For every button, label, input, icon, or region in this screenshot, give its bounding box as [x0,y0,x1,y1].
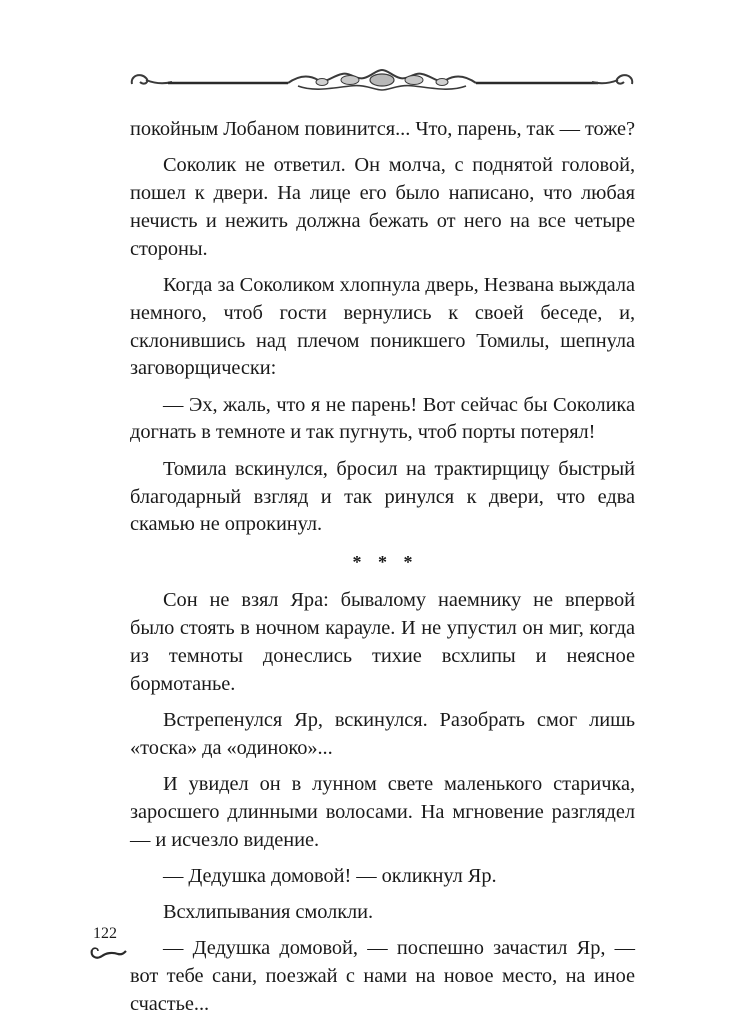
paragraph: И увидел он в лунном свете маленького старичка, заросшего длинными волосами. На мгновение разглядел — и исчезло видение. [130,772,635,851]
paragraph: — Дедушка домовой, — поспешно зачастил Яр, — вот тебе сани, поезжай с нами на новое место, на иное счастье... [130,937,635,1016]
section-separator: * * * [352,552,419,573]
paragraph: Всхлипывания смолкли. [163,901,374,924]
paragraph: Томила вскинулся, бросил на трактирщицу быстрый благодарный взгляд и так ринулся к двери, что едва скамью не опрокинул. [130,457,635,536]
paragraph: Соколик не ответил. Он молча, с поднятой головой, пошел к двери. На лице его было написано, что любая нечисть и нежить должна бежать от него на все четыре стороны. [130,154,635,260]
corner-swirl-icon [88,944,128,962]
paragraph: Встрепенулся Яр, вскинулся. Разобрать смог лишь «тоска» да «одиноко»... [130,708,635,759]
paragraph: — Дедушка домовой! — окликнул Яр. [163,864,497,887]
paragraph: Сон не взял Яра: бывалому наемнику не впервой было стоять в ночном карауле. И не упустил он миг, когда из темноты донеслись тихие всхлипы и неясное бормотанье. [130,589,635,695]
page-number: 122 [93,925,117,942]
main-text [130,116,635,1027]
paragraph: покойным Лобаном повинится... Что, парень, так — тоже? [130,118,635,140]
paragraph: — Эх, жаль, что я не парень! Вот сейчас бы Соколика догнать в темноте и так пугнуть, чтоб порты потерял! [130,393,635,444]
ornamental-flourish-icon [128,62,636,98]
paragraph: Когда за Соколиком хлопнула дверь, Незвана выждала немного, чтоб гости вернулись к своей беседе, и, склонившись над плечом поникшего Томилы, шепнула заговорщически: [130,273,635,380]
